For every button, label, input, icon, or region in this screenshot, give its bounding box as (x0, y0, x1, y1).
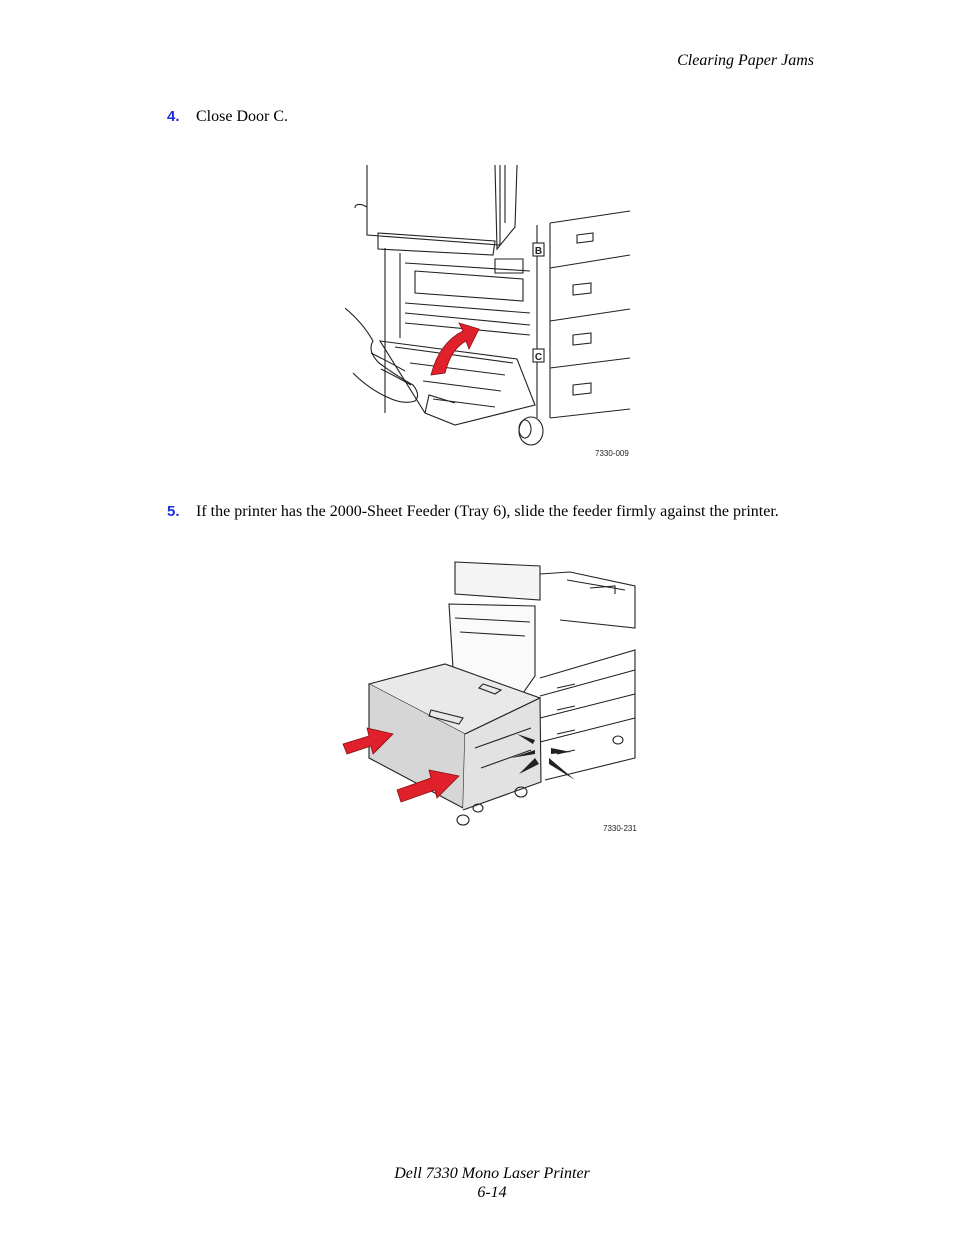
figure-slide-feeder (335, 558, 645, 838)
figure-code: 7330-231 (603, 824, 637, 833)
step-5 (167, 503, 779, 521)
page-number: 6-14 (477, 1184, 507, 1201)
feeder-illustration (335, 558, 645, 828)
door-c-label: C (534, 352, 543, 363)
page-footer (0, 1164, 954, 1202)
step-text: If the printer has the 2000-Sheet Feeder (Tray 6), slide the feeder firmly against the printer. (196, 503, 779, 520)
running-header: Clearing Paper Jams (677, 52, 814, 69)
door-b-label: B (534, 246, 543, 257)
product-name: Dell 7330 Mono Laser Printer (394, 1165, 590, 1182)
step-number: 5. (167, 503, 180, 520)
figure-close-door-c (345, 163, 635, 463)
step-number: 4. (167, 108, 180, 125)
printer-door-c-illustration (345, 163, 635, 453)
figure-code: 7330-009 (595, 449, 629, 458)
step-4 (167, 108, 288, 126)
step-text: Close Door C. (196, 108, 288, 125)
